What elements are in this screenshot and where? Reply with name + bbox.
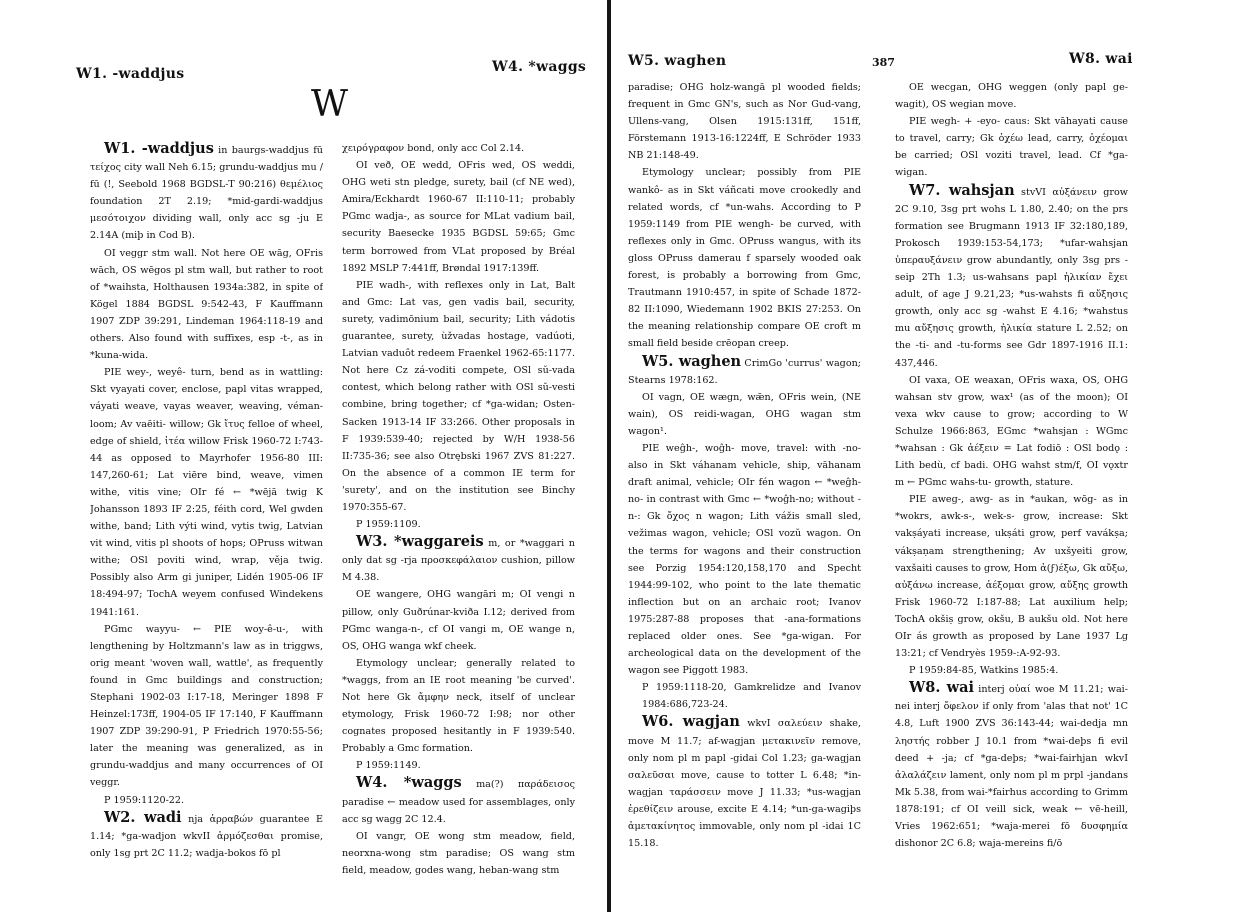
entry-paragraph [342,140,575,157]
entry-text: PIE wey-, weyê- turn, bend as in wattling: Skt vyayati cover, enclose, papl vitas wrapped, váyati weave, vayas weaver, weaving, véman-loom; Av vaēiti- willow; Gk ἴτυς felloe of wheel, edge of shield, ἰτέα willow Frisk 1960-72 I:743-44 as opposed to Mayrhofer 1956-80 III: 147,260-61; Lat viēre bind, weave, vimen withe, vitis vine; OIr fé ← *wējā twig K Johansson 1893 IF 2:25, féith cord, Wel gwden withe, band; Lith výti wind, vytis twig, Latvian vit wind, vitis pl shoots of hops; OPruss witwan withe; OSl poviti wind, wrap, věja twig. Possibly also Arm gi juniper, Lidén 1905-06 IF 18:494-97; TochA weyem confused Windekens 1941:161. [90,367,323,618]
entry-text: OI vangr, OE wong stm meadow, field, neorxna-wong stm paradise; OS wang stm field, meadow, godes wang, heban-wang stm [342,830,575,876]
entry-headword: W6. wagjan [642,713,740,731]
dictionary-entry [628,353,861,389]
entry-paragraph [342,516,575,533]
dictionary-entry [342,774,575,827]
running-head-left-page-last: W4. *waggs [492,59,587,75]
entry-text: Etymology unclear; generally related to *waggs, from an IE root meaning 'be curved'. Not here Gk ἄμφην neck, itself of unclear etymology, Frisk 1960-72 I:98; nor other cognates proposed hesitantly in F 1939:540. Probably a Gmc formation. [342,657,575,755]
entry-paragraph [628,389,861,440]
entry-paragraph [342,277,575,516]
entry-paragraph [895,113,1128,181]
left-page-column-2 [342,140,575,910]
dictionary-entry [90,140,323,245]
entry-paragraph [342,655,575,758]
entry-text: χειρόγραφον bond, only acc Col 2.14. [342,143,525,154]
entry-headword: W4. *waggs [356,774,462,792]
entry-headword: W3. *waggareis [356,533,484,551]
left-page-column-1 [90,140,323,910]
entry-text: PIE wegh- + -eyo- caus: Skt vāhayati cause to travel, carry; Gk ὀχέω lead, carry, ὀχέομαι be carried; OSl voziti travel, lead. Cf *ga-wigan. [895,116,1128,179]
entry-text: Etymology unclear; possibly from PIE wankô- as in Skt váñcati move crookedly and related words, cf *un-wahs. According to P 1959:1149 from PIE wengh- be curved, with reflexes only in Gmc. OPruss wangus, with its gloss OPruss damerau f sparsely wooded oak forest, is probably a borrowing from Gmc, Trautmann 1910:457, in spite of Schade 1872-82 II:1090, Wiedemann 1902 BKIS 27:253. On the meaning relationship compare OE croft m small field beside crēopan creep. [628,167,861,350]
entry-headword: W1. -waddjus [104,140,214,157]
entry-text: CrimGo 'currus' wagon; Stearns 1978:162. [628,357,861,386]
page-gutter [607,0,611,912]
entry-text: OI veð, OE wedd, OFris wed, OS weddi, OHG weti stn pledge, surety, bail (cf NE wed), Amira/Eckhardt 1960-67 II:110-11; probably PGmc wadja-, as source for MLat vadium bail, security Baesecke 1935 BGDSL 59:65; Gmc term borrowed from VLat proposed by Bréal 1892 MSLP 7:441ff, Brøndal 1917:139ff. [342,160,575,274]
entry-headword: W8. wai [909,679,975,697]
entry-headword: W5. waghen [642,352,742,370]
entry-text: OI veggr stm wall. Not here OE wāg, OFris wāch, OS wēgos pl stm wall, but rather to root of *waihsta, Holthausen 1934a:382, in spite of Kögel 1884 BGDSL 9:542-43, F Kauffmann 1907 ZDP 39:291, Lindeman 1964:118-19 and others. Also found with suffixes, esp -t-, as in *kuna-wida. [90,247,323,362]
entry-text: wkvI σαλεύειν shake, move M 11.7; af-wagjan μετακινεῖν remove, only nom pl m papl -gidai Col 1.23; ga-wagjan σαλεῦσαι move, cause to totter L 6.48; *in-wagjan ταράσσειν move J 11.33; *us-wagjan ἐρεθίζειν arouse, excite E 4.14; *un-ga-wagiþs ἀμετακίνητος immovable, only nom pl -idai 1C 15.18. [628,718,861,850]
entry-paragraph [90,621,323,792]
entry-text: ma(?) παράδεισος paradise ← meadow used for assemblages, only acc sg wagg 2C 12.4. [342,779,575,825]
entry-text: interj οὐαί woe M 11.21; wai-nei interj ὄφελον if only from 'alas that not' 1C 4.8, Luft 1900 ZVS 36:143-44; wai-dedja mn ληστής robber J 10.1 from *wai-deþs fi evil deed + -ja; cf *ga-deþs; *wai-fairhjan wkvI ἀλαλάζειν lament, only nom pl m prpl -jandans Mk 5.38, from wai-*fairhus according to Grimm 1878:191; cf OI veill sick, weak ← vē-heill, Vries 1962:651; *waja-merei fō δυσφημία dishonor 2C 6.8; waja-mereins fi/ō [895,684,1128,850]
entry-text: m, or *waggari n only dat sg -rja προσκεφάλαιον cushion, pillow M 4.38. [342,538,575,584]
entry-paragraph [90,364,323,620]
entry-paragraph [90,792,323,809]
right-page-column-2 [895,79,1128,909]
entry-paragraph [628,79,861,164]
entry-paragraph [628,679,861,713]
entry-text: OE wangere, OHG wangāri m; OI vengi n pillow, only Guðrúnar-kviða I.12; derived from PGmc wanga-n-, cf OI vangi m, OE wange n, OS, OHG wanga wkf cheek. [342,589,575,652]
entry-paragraph [895,372,1128,492]
entry-text: P 1959:1120-22. [104,794,185,806]
running-head-left-page-first: W1. -waddjus [76,66,185,82]
dictionary-entry [628,713,861,852]
running-head-right-page-first: W5. waghen [628,53,727,69]
entry-paragraph [90,245,323,365]
right-page-column-1 [628,79,861,909]
entry-paragraph [895,662,1128,679]
entry-paragraph [342,157,575,277]
entry-text: PIE wadh-, with reflexes only in Lat, Balt and Gmc: Lat vas, gen vadis bail, security, surety, vadimōnium bail, security; Lith vádotis guarantee, surety, ùžvadas hostage, vadúoti, Latvian vaduôt redeem Fraenkel 1962-65:1177. Not here Cz zá-voditi compete, OSl sŭ-vada contest, which belong rather with OSl sŭ-vesti combine, bring together; cf *ga-widan; Osten-Sacken 1913-14 IF 33:266. Other proposals in F 1939:539-40; rejected by W/H 1938-56 II:735-36; see also Otrębski 1967 ZVS 81:227. On the absence of a common IE term for 'surety', and on the institution see Binchy 1970:355-67. [342,279,575,513]
dictionary-entry [895,679,1128,852]
entry-headword: W2. wadi [104,808,182,826]
entry-paragraph [342,757,575,774]
entry-text: PGmc wayyu- ← PIE woy-ê-u-, with lengthening by Holtzmann's law as in triggws, orig meant 'woven wall, wattle', as frequently found in Gmc buildings and construction; Stephani 1902-03 I:17-18, Meringer 1898 F Heinzel:173ff, 1904-05 IF 17:140, F Kauffmann 1907 ZDP 39:290-91, P Friedrich 1970:55-56; later the meaning was generalized, as in grundu-waddjus and many occurrences of OI veggr. [90,623,323,789]
entry-paragraph [628,440,861,679]
entry-text: OI vaxa, OE weaxan, OFris waxa, OS, OHG wahsan stv grow, wax¹ (as of the moon); OI vexa wkv cause to grow; according to W Schulze 1966:863, EGmc *wahsjan : WGmc *wahsan : Gk ἀέξειν = Lat fodiō : OSl bodǫ : Lith bedù, cf badi. OHG wahst stm/f, OI vǫxtr m ← PGmc wahs-tu- growth, stature. [895,374,1128,489]
entry-text: P 1959:84-85, Watkins 1985:4. [909,665,1059,677]
entry-paragraph [342,586,575,654]
section-letter: W [311,84,349,125]
entry-text: paradise; OHG holz-wangā pl wooded fields; frequent in Gmc GN's, such as Nor Gud-vang, Ullens-vang, Olsen 1915:131ff, 151ff, Förstemann 1913-16:1224ff, E Schröder 1933 NB 21:148-49. [628,82,861,162]
entry-paragraph [628,164,861,352]
entry-paragraph [342,828,575,879]
entry-text: stvVI αὐξάνειν grow 2C 9.10, 3sg prt wohs L 1.80, 2.40; on the prs formation see Brugmann 1913 IF 32:180,189, Prokosch 1939:153-54,173; *ufar-wahsjan ὑπεραυξάνειν grow abundantly, only 3sg prs -seip 2Th 1.3; us-wahsans papl ἡλικίαν ἔχει adult, of age J 9.21,23; *us-wahsts fi αὔξησις growth, only acc sg -wahst E 4.16; *wahstus mu αὔξησις growth, ἡλικία stature L 2.52; on the -ti- and -tu-forms see Gdr 1897-1916 II.1: 437,446. [895,186,1128,369]
entry-text: PIE aweg-, awg- as in *aukan, wōg- as in *wokrs, awk-s-, wek-s- grow, increase: Skt vakṣáyati increase, ukṣáti grow, perf vavákṣa; vákṣaṇam strengthening; Av uxšyeiti grow, vaxšaiti causes to grow, Hom ἀ(ϝ)έξω, Gk αὔξω, αὐξάνω increase, ἀέξομαι grow, αὔξης growth Frisk 1960-72 I:187-88; Lat auxilium help; TochA okšiṣ grow, okšu, B aukšu old. Not here OIr ás growth as proposed by Lane 1937 Lg 13:21; cf Vendryès 1959-:A-92-93. [895,494,1128,660]
running-head-right-page-last: W8. wai [1069,51,1133,67]
entry-text: PIE weĝh-, woĝh- move, travel: with -no- also in Skt váhanam vehicle, ship, vāhanam draft animal, vehicle; OIr fén wagon ← *weĝh-no- in contrast with Gmc ← *woĝh-no; without -n-: Gk ὄχος n wagon; Lith vážis small sled, vežimas wagon, vehicle; OSl vozŭ wagon. On the terms for wagons and their construction see Porzig 1954:120,158,170 and Specht 1944:99-102, who point to the late thematic inflection but on an archaic root; Ivanov 1975:287-88 proposes that -ana-formations replaced older ones. See *ga-wigan. For archeological data on the development of the wagon see Piggott 1983. [628,442,861,677]
entry-text: OE wecgan, OHG weggen (only papl ge-wagit), OS wegian move. [895,82,1128,111]
entry-text: P 1959:1109. [356,519,421,531]
page-number: 387 [872,56,895,69]
dictionary-entry [895,182,1128,372]
entry-text: in baurgs-waddjus fū τείχος city wall Neh 6.15; grundu-waddjus mu / fū (!, Seebold 1968 BGDSL-T 90:216) θεμέλιος foundation 2T 2.19; *mid-gardi-waddjus μεσότοιχον dividing wall, only acc sg -ju E 2.14A (miþ in Cod B). [90,145,323,242]
dictionary-entry [90,809,323,862]
entry-text: P 1959:1149. [356,760,421,772]
entry-paragraph [895,491,1128,662]
entry-headword: W7. wahsjan [909,181,1015,199]
entry-text: OI vagn, OE wægn, wǣn, OFris wein, (NE wain), OS reidi-wagan, OHG wagan stm wagon¹. [628,391,861,437]
entry-paragraph [895,79,1128,113]
entry-text: nja ἀρραβών guarantee E 1.14; *ga-wadjon wkvII ἁρμόζεσθαι promise, only 1sg prt 2C 11.2; wadja-bokos fō pl [90,813,323,859]
dictionary-entry [342,533,575,586]
entry-text: P 1959:1118-20, Gamkrelidze and Ivanov 1984:686,723-24. [642,682,861,711]
